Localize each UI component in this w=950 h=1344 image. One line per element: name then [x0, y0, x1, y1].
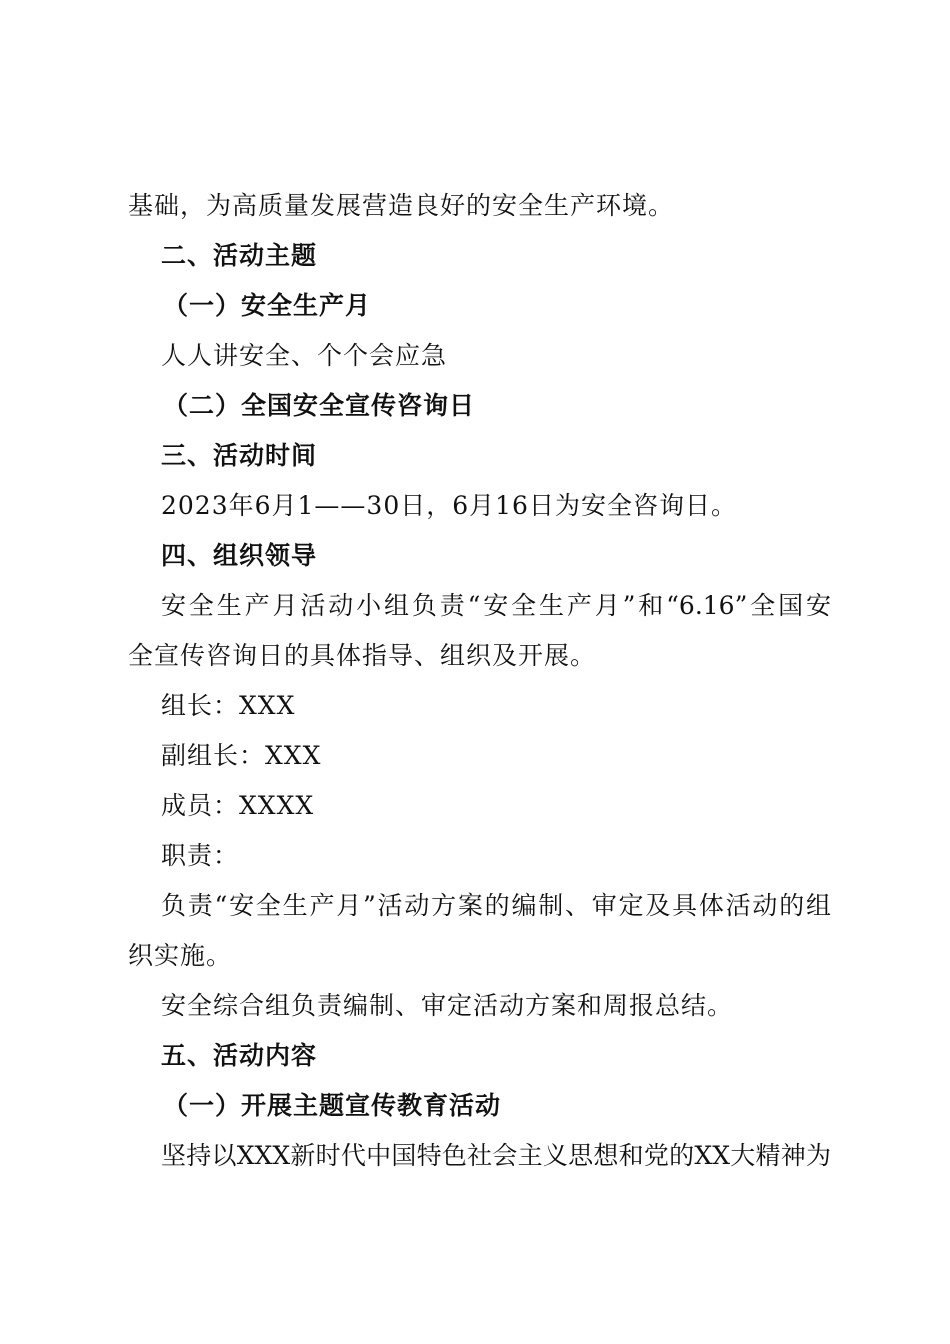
subsection-heading-theme-education: （一）开展主题宣传教育活动 [163, 1091, 502, 1120]
section-heading-activity-content: 五、活动内容 [161, 1041, 318, 1070]
organization-paragraph-line-2: 全宣传咨询日的具体指导、组织及开展。 [128, 641, 597, 670]
subsection-heading-safety-month: （一）安全生产月 [163, 291, 372, 320]
section-heading-activity-theme: 二、活动主题 [161, 241, 318, 270]
team-members: 成员：XXXX [161, 791, 315, 820]
organization-paragraph-line-1: 安全生产月活动小组负责“安全生产月”和“6.16”全国安 [161, 591, 831, 620]
responsibilities-paragraph-line-1: 负责“安全生产月”活动方案的编制、审定及具体活动的组 [161, 891, 831, 920]
deputy-team-leader: 副组长：XXX [161, 741, 322, 770]
activity-time-text: 2023年6月1——30日，6月16日为安全咨询日。 [161, 491, 737, 520]
subsection-heading-consultation-day: （二）全国安全宣传咨询日 [163, 391, 476, 420]
theme-education-paragraph-line-1: 坚持以XXX新时代中国特色社会主义思想和党的XX大精神为 [161, 1141, 831, 1170]
theme-slogan: 人人讲安全、个个会应急 [161, 341, 448, 370]
safety-team-duty: 安全综合组负责编制、审定活动方案和周报总结。 [161, 991, 734, 1020]
section-heading-organization: 四、组织领导 [161, 541, 318, 570]
responsibilities-paragraph-line-2: 织实施。 [128, 941, 233, 970]
section-heading-activity-time: 三、活动时间 [161, 441, 318, 470]
team-leader: 组长：XXX [161, 691, 296, 720]
responsibilities-label: 职责： [161, 841, 240, 870]
body-text-continuation: 基础，为高质量发展营造良好的安全生产环境。 [128, 191, 675, 220]
